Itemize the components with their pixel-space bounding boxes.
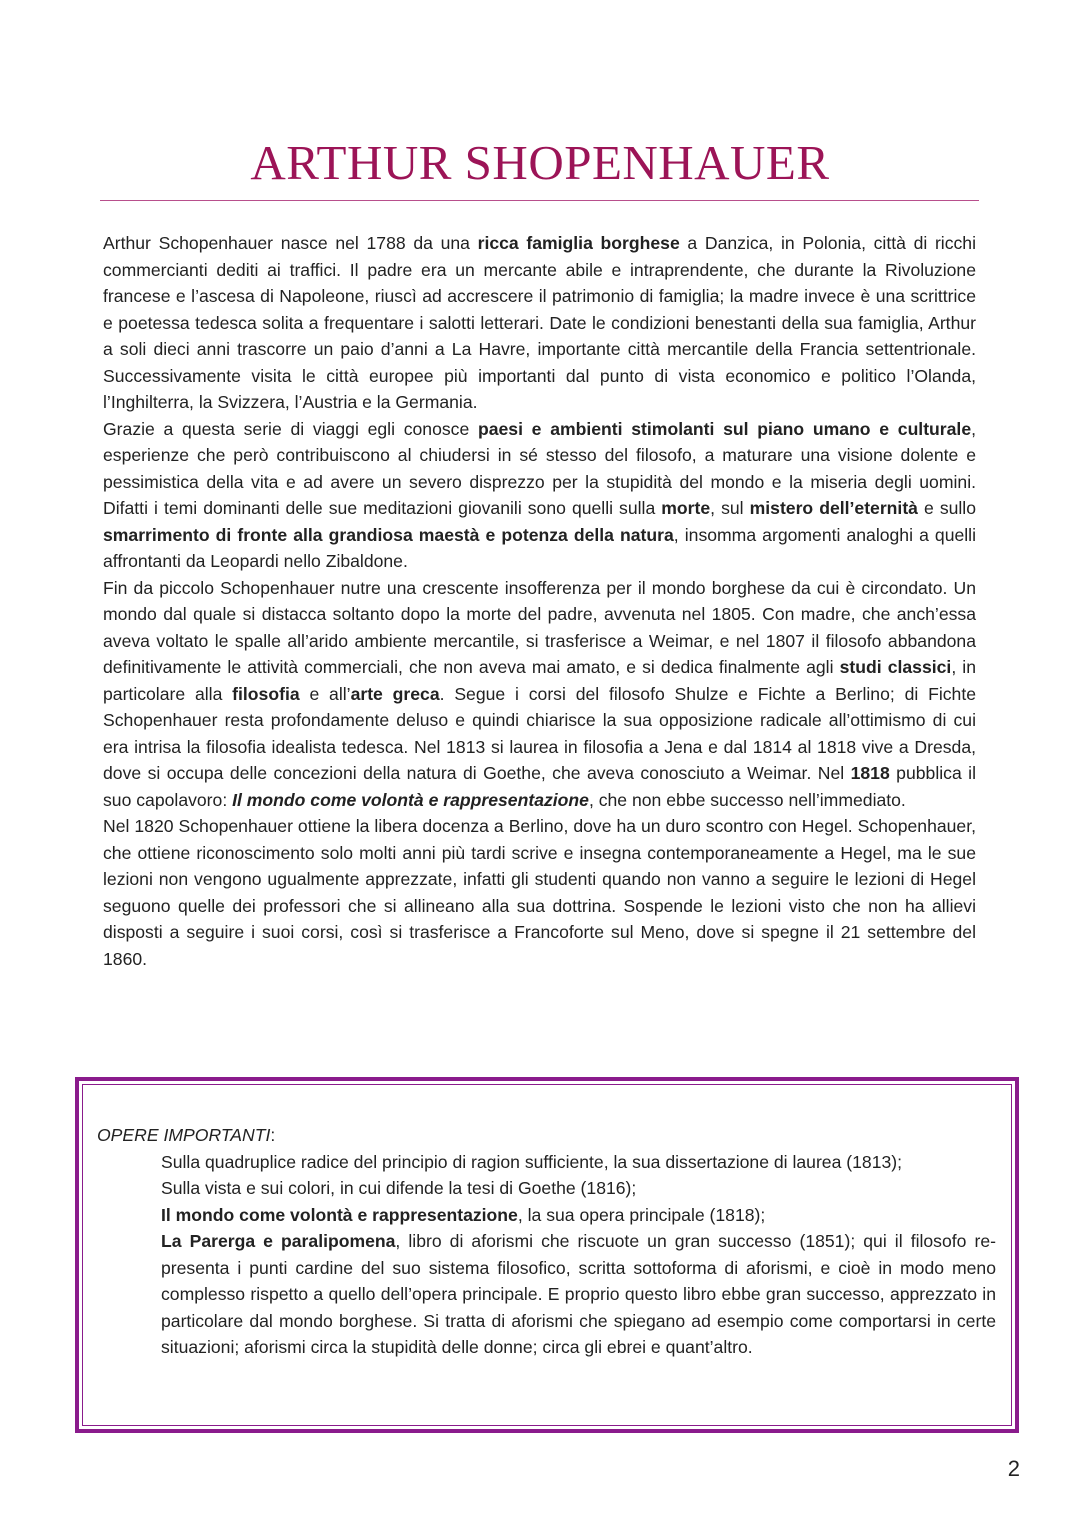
emphasis-text: smarrimento di fronte alla grandiosa maestà e potenza della natura — [103, 524, 674, 545]
page-number: 2 — [1007, 1456, 1020, 1481]
list-item: Il mondo come volontà e rappresentazione, la sua opera principale (1818); — [161, 1204, 766, 1225]
emphasis-text: paesi e ambienti stimolanti sul piano umano e culturale — [477, 418, 972, 439]
paragraph: Fin da piccolo Schopenhauer nutre una crescente insofferenza per il mondo borghese da cui è circondato. Un mondo dal quale si distacca soltanto dopo la morte del padre, avvenuta nel 1805. Con madre, che anch’essa aveva voltato le spalle all’arido ambiente mercantile, si trasferisce a Weimar, e nel 1807 il filosofo abbandona definitivamente le attività commerciali, che non aveva mai amato, e si dedica finalmente agli studi classici, in particolare alla filosofia e all’arte greca. Segue i corsi del filosofo Shulze e Fichte a Berlino; di Fichte Schopenhauer resta profondamente deluso e quindi chiarisce la sua opposizione radicale all’ottimismo di cui era intrisa la filosofia idealista tedesca. Nel 1813 si laurea in filosofia a Jena e dal 1814 al 1818 vive a Dresda, dove si occupa delle concezioni della natura di Goethe, che aveva conosciuto a Weimar. Nel 1818 pubblica il suo capolavoro: Il mondo come volontà e rappresentazione, che non ebbe successo nell’immediato. — [103, 577, 976, 810]
emphasis-text: mistero dell’eternità — [749, 498, 918, 518]
emphasis-text: Il mondo come volontà e rappresentazione — [161, 1204, 518, 1225]
emphasis-text: filosofia — [232, 683, 300, 704]
emphasis-text: morte — [661, 498, 711, 518]
list-item: La Parerga e paralipomena, libro di aforismi che riscuote un gran successo (1851); qui il filosofo re-presenta i punti cardine del suo sistema filosofico, scritta sottoforma di aforismi, e cioè in modo meno complesso rispetto a quello dell’opera principale. E proprio questo libro ebbe gran successo, apprezzato in particolare dal mondo borghese. Si tratta di aforismi che spiegano ad esempio come comportarsi in certe situazioni; aforismi circa la stupidità delle donne; circa gli ebrei e quant’altro. — [161, 1231, 996, 1357]
list-item: Sulla vista e sui colori, in cui difende la tesi di Goethe (1816); — [161, 1178, 637, 1198]
emphasis-text: 1818 — [850, 763, 890, 783]
works-heading — [97, 1122, 996, 1149]
emphasis-text: studi classici — [839, 657, 952, 677]
biography-text — [103, 230, 976, 972]
emphasis-text: La Parerga e paralipomena — [161, 1231, 396, 1251]
works-list — [97, 1149, 996, 1361]
paragraph: Nel 1820 Schopenhauer ottiene la libera docenza a Berlino, dove ha un duro scontro con Hegel. Schopenhauer, che ottiene riconoscimento solo molti anni più tardi scrive e insegna contemporaneamente a Hegel, ma le sue lezioni non vengono ugualmente apprezzate, infatti gli studenti quando non vanno a seguire le lezioni di Hegel seguono quelle dei professori che si allineano alla sua dottrina. Sospende le lezioni visto che non ha allievi disposti a seguire i suoi corsi, così si trasferisce a Francoforte sul Meno, dove si spegne il 21 settembre del 1860. — [103, 816, 976, 969]
paragraph: Arthur Schopenhauer nasce nel 1788 da una ricca famiglia borghese a Danzica, in Polonia, città di ricchi commercianti dediti ai traffici. Il padre era un mercante abile e intraprendente, che durante la Rivoluzione francese e l’ascesa di Napoleone, riuscì ad accrescere il patrimonio di famiglia; la madre invece è una scrittrice e poetessa tedesca solita a frequentare i salotti letterari. Date le condizioni benestanti della sua famiglia, Arthur a soli dieci anni trascorre un paio d’anni a La Havre, importante città mercantile della Francia settentrionale. Successivamente visita le città europee più importanti dal punto di vista economico e politico l’Olanda, l’Inghilterra, la Svizzera, l’Austria e la Germania. — [103, 233, 976, 412]
emphasis-text: Il mondo come volontà e rappresentazione — [232, 789, 589, 810]
paragraph: Grazie a questa serie di viaggi egli conosce paesi e ambienti stimolanti sul piano umano e culturale, esperienze che però contribuiscono al chiudersi in sé stesso del filosofo, a maturare una visione dolente e pessimistica della vita e ad avere un severo disprezzo per la stupidità del mondo e la miseria degli uomini. Difatti i temi dominanti delle sue meditazioni giovanili sono quelli sulla morte, sul mistero dell’eternità e sullo smarrimento di fronte alla grandiosa maestà e potenza della natura, insomma argomenti analoghi a quelli affrontanti da Leopardi nello Zibaldone. — [103, 418, 977, 571]
works-heading-label: OPERE IMPORTANTI — [97, 1125, 271, 1145]
works-heading-colon: : — [270, 1125, 276, 1145]
page-title: ARTHUR SHOPENHAUER — [250, 135, 830, 190]
list-item: Sulla quadruplice radice del principio di ragion sufficiente, la sua dissertazione di laurea (1813); — [161, 1151, 903, 1172]
works-box-content — [97, 1122, 996, 1361]
title-divider — [100, 200, 979, 201]
emphasis-text: arte greca — [350, 683, 440, 704]
emphasis-text: ricca famiglia borghese — [477, 233, 680, 253]
